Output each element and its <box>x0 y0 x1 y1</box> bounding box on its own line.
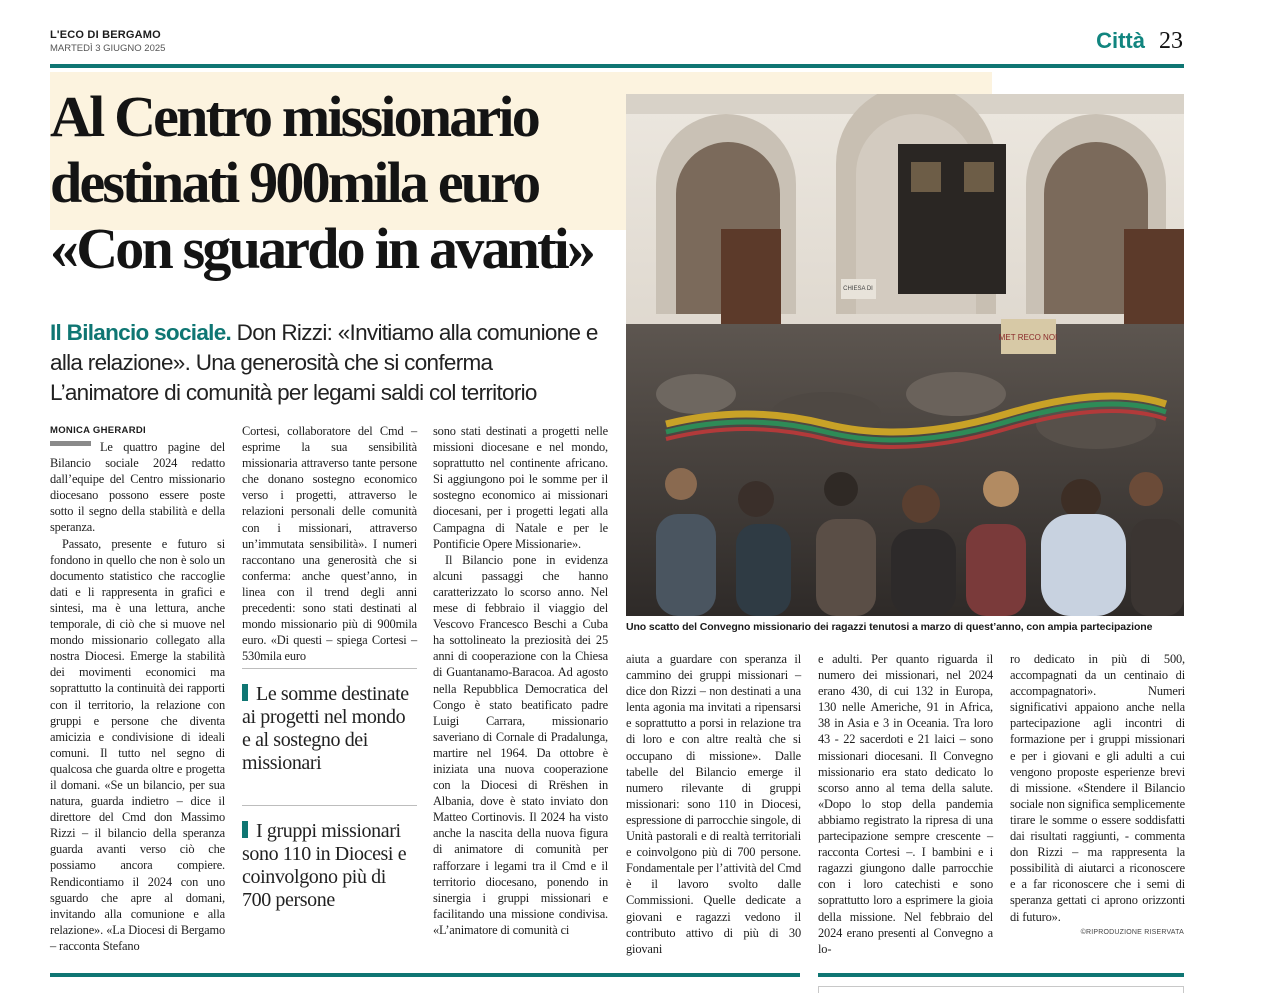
body-column-1 <box>50 439 225 954</box>
section-name: Città <box>1096 28 1145 53</box>
paragraph: aiuta a guardare con speranza il cammino dei gruppi missionari – dice don Rizzi – non destinati a una lenta agonia ma invitati a ripensarsi e soprattutto a porsi in relazione tra di loro e con altre realtà che si occupano di missione». Dalle tabelle del Bilancio emerge il numero rilevante di gruppi missionari: sono 110 in Diocesi, espressione di parrocchie singole, di Unità pastorali e di realtà territoriali e coinvolgono più di 700 persone. Fondamentale per l’attività del Cmd è il lavoro svolto dalle Commissioni. Quelle dedicate a giovani e ragazzi vedono il contributo attivo di più di 30 giovani <box>626 652 801 956</box>
paragraph: sono stati destinati a progetti nelle missioni diocesane e nel mondo, soprattutto nel continente africano. Si aggiungono poi le somme per il sostegno economico ai missionari diocesani, per i progetti legati alla Campagna di Natale e per le Pontificie Opere Missionarie». <box>433 424 608 551</box>
paragraph: Cortesi, collaboratore del Cmd – esprime la sua sensibilità missionaria attraverso tante persone che donano sostegno economico verso i progetti, attraverso le relazioni personali delle comunità con i missionari, attraverso un’immutata sensibilità». I numeri raccontano una generosità che si conferma: anche quest’anno, in linea con il trend degli anni precedenti: sono stati destinati al mondo missionario più di 900mila euro. «Di questi – spiega Cortesi – 530mila euro <box>242 424 417 664</box>
paragraph: Il Bilancio pone in evidenza alcuni passaggi che hanno caratterizzato lo scorso anno. Nel mese di febbraio il viaggio del Vescovo Francesco Beschi a Cuba ha sottolineato la preziosità dei 25 anni di cooperazione con la Chiesa di Guantanamo-Baracoa. Ad agosto nella Repubblica Democratica del Congo è stato beatificato padre Luigi Carrara, missionario saveriano di Cornale di Pradalunga, martire nel 1964. Da ottobre è iniziata una nuova cooperazione con la Diocesi di Rrëshen in Albania, dove è stato inviato don Matteo Cortinovis. Il 2024 ha visto anche la nascita della nuova figura di animatore di comunità per rafforzare i legami tra il Cmd e il territorio diocesano, ponendo in sinergia i gruppi missionari e facilitando una missione condivisa. «L’animatore di comunità ci <box>433 552 608 937</box>
byline: MONICA GHERARDI <box>50 425 146 436</box>
newspaper-name: L'ECO DI BERGAMO <box>50 29 161 41</box>
pullquote-bar <box>242 684 248 701</box>
pullquote-2 <box>242 820 417 912</box>
subheadline-text-2: L’animatore di comunità per legami saldi col territorio <box>50 380 537 405</box>
pullquote-bar <box>242 821 248 838</box>
headline <box>50 84 630 282</box>
subheadline-text: Don Rizzi: «Invitiamo alla comunione e alla relazione». Una generosità che si conferma <box>50 320 598 375</box>
issue-date: MARTEDÌ 3 GIUGNO 2025 <box>50 43 166 54</box>
body-column-6 <box>1010 651 1185 925</box>
article-photo <box>626 94 1184 616</box>
pullquote-text: I gruppi missionari sono 110 in Diocesi e coinvolgono più di 700 persone <box>242 820 407 911</box>
photo-sign-text: CHIESA DI <box>843 286 873 292</box>
top-rule <box>50 64 1184 68</box>
body-column-4 <box>626 651 801 957</box>
pullquote-text: Le somme destinate ai progetti nel mondo e al sostegno dei missionari <box>242 683 409 774</box>
photo-caption: Uno scatto del Convegno missionario dei ragazzi tenutosi a marzo di quest’anno, con ampia partecipazione <box>626 621 1153 633</box>
photo-banner-text: MET RECO NOI <box>998 333 1058 342</box>
pullquote-divider <box>242 805 417 806</box>
paragraph: Passato, presente e futuro si fondono in quello che non è solo un documento statistico che raccoglie dati e li rappresenta in grafici e sintesi, ma è una lettura, anche temporale, di ciò che si muove nel mondo missionario collegato alla nostra Diocesi. Emerge la stabilità dei movimenti economici ma soprattutto la continuità dei rapporti con il territorio, la relazione con gruppi e persone che diventa amicizia e condivisione di ideali comuni. Il tutto nel segno di qualcosa che guarda oltre e progetta il domani. «Se un bilancio, per sua natura, guarda indietro – dice il direttore del Cmd don Massimo Rizzi – il bilancio della speranza guarda avanti verso ciò che possiamo ancora compiere. Rendicontiamo il 2024 con uno sguardo che apre al domani, invitando alla comunione e alla relazione». «La Diocesi di Bergamo – racconta Stefano <box>50 536 225 953</box>
bottom-rule-right <box>818 973 1184 977</box>
paragraph: Le quattro pagine del Bilancio sociale 2024 redatto dall’equipe del Centro missionario diocesano possono essere poste sotto il segno della stabilità e della speranza. <box>50 440 225 535</box>
paragraph: e adulti. Per quanto riguarda il numero dei missionari, nel 2024 erano 430, di cui 132 in Europa, 130 nelle Americhe, 91 in Africa, 38 in Asia e 3 in Oceania. Tra loro 43 - 22 sacerdoti e 21 laici – sono missionari diocesani. Il Convegno missionario era stato dedicato lo scorso anno al tema della salute. «Dopo lo stop della pandemia abbiamo registrato la ripresa di una partecipazione sempre crescente – racconta Cortesi –. I bambini e i ragazzi giungono dalle parrocchie con i loro catechisti e sono soprattutto loro a esprimere la gioia della missione. Nel febbraio del 2024 erano presenti al Convegno a lo- <box>818 652 993 956</box>
body-column-5 <box>818 651 993 957</box>
headline-line: Al Centro missionario <box>50 84 538 149</box>
page-number: 23 <box>1159 28 1183 54</box>
body-column-2 <box>242 423 417 664</box>
body-column-3 <box>433 423 608 938</box>
paragraph: ro dedicato in più di 500, accompagnati da un centinaio di accompagnatori». Numeri significativi appaiono anche nella partecipazione agli incontri di formazione per i gruppi missionari e per i giovani e gli adulti a cui vengono proposte esperienze brevi di missione. «Stendere il Bilancio sociale non significa semplicemente tirare le somme o essere soddisfatti dai risultati raggiunti, - commenta don Rizzi – ma rappresenta la possibilità di aiutarci a riconoscere e a far riconoscere che i semi di speranza gettati ci aprono orizzonti di futuro». <box>1010 652 1185 924</box>
subheadline <box>50 318 620 408</box>
crowd-photo-illustration <box>626 94 1184 616</box>
kicker: Il Bilancio sociale. <box>50 320 232 345</box>
pullquote-1 <box>242 683 417 775</box>
headline-line: «Con sguardo in avanti» <box>50 216 594 281</box>
headline-line: destinati 900mila euro <box>50 150 539 215</box>
copyright-notice: ©RIPRODUZIONE RISERVATA <box>1080 929 1184 936</box>
bottom-rule-left <box>50 973 800 977</box>
pullquote-divider <box>242 668 417 669</box>
